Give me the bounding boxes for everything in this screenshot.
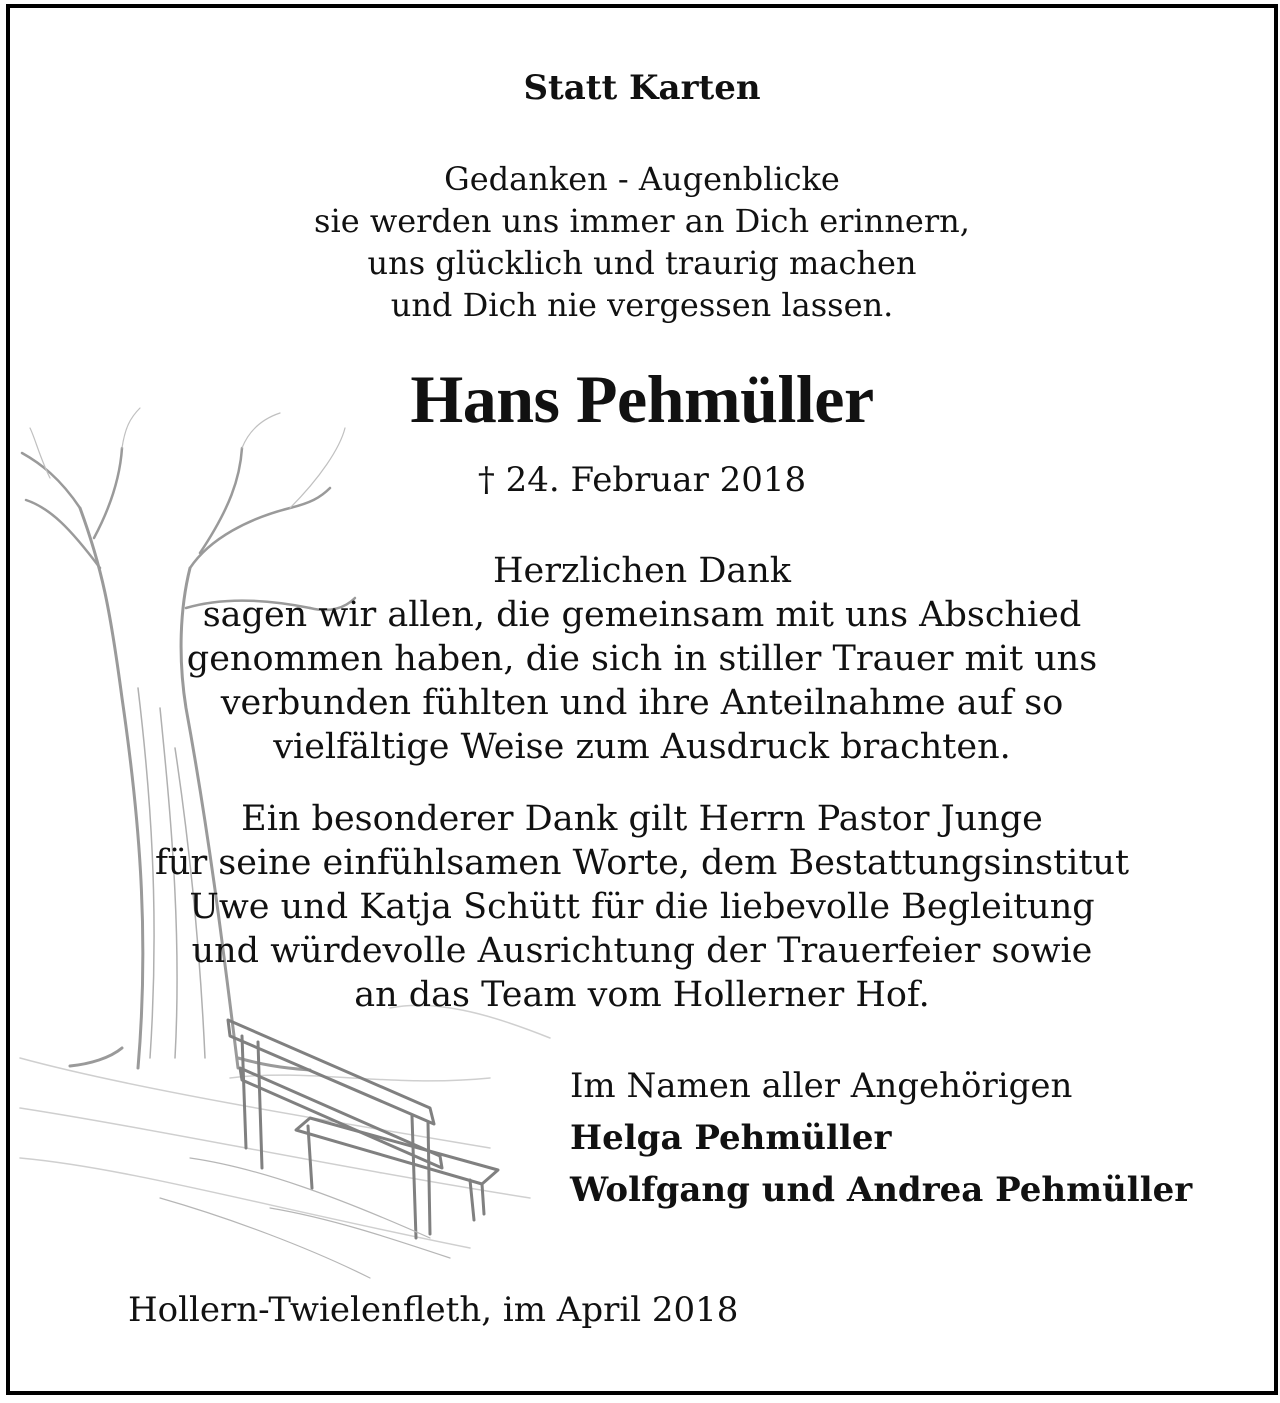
special-thanks-line: Ein besonderer Dank gilt Herrn Pastor Junge xyxy=(241,799,1043,839)
deceased-name: Hans Pehmüller xyxy=(410,361,874,437)
special-thanks-line: für seine einfühlsamen Worte, dem Bestattungsinstitut xyxy=(154,843,1130,883)
thanks-line: vielfältige Weise zum Ausdruck brachten. xyxy=(273,727,1011,767)
signatory-name: Helga Pehmüller xyxy=(570,1118,892,1158)
special-thanks-line: Uwe und Katja Schütt für die liebevolle Begleitung xyxy=(189,887,1095,927)
obituary-notice xyxy=(6,4,1278,1395)
special-thanks-line: und würdevolle Ausrichtung der Trauerfeier sowie xyxy=(191,931,1093,971)
thanks-line: Herzlichen Dank xyxy=(493,551,791,591)
signature-intro: Im Namen aller Angehörigen xyxy=(570,1066,1073,1106)
memorial-poem xyxy=(10,158,1274,326)
death-date: † 24. Februar 2018 xyxy=(477,460,807,500)
poem-line: uns glücklich und traurig machen xyxy=(367,244,917,282)
signature-block xyxy=(570,1060,1192,1216)
signatories xyxy=(570,1112,1192,1216)
poem-line: sie werden uns immer an Dich erinnern, xyxy=(314,202,970,240)
notice-heading: Statt Karten xyxy=(523,68,761,108)
place-and-date: Hollern-Twielenfleth, im April 2018 xyxy=(128,1290,739,1330)
thanks-paragraph xyxy=(10,549,1274,769)
thanks-line: verbunden fühlten und ihre Anteilnahme auf so xyxy=(220,683,1064,723)
special-thanks-line: an das Team vom Hollerner Hof. xyxy=(354,975,930,1015)
thanks-line: sagen wir allen, die gemeinsam mit uns Abschied xyxy=(202,595,1082,635)
poem-line: Gedanken - Augenblicke xyxy=(444,160,840,198)
signatory-name: Wolfgang und Andrea Pehmüller xyxy=(570,1170,1193,1210)
thanks-line: genommen haben, die sich in stiller Trauer mit uns xyxy=(186,639,1098,679)
special-thanks-paragraph xyxy=(10,797,1274,1017)
poem-line: und Dich nie vergessen lassen. xyxy=(390,286,894,324)
